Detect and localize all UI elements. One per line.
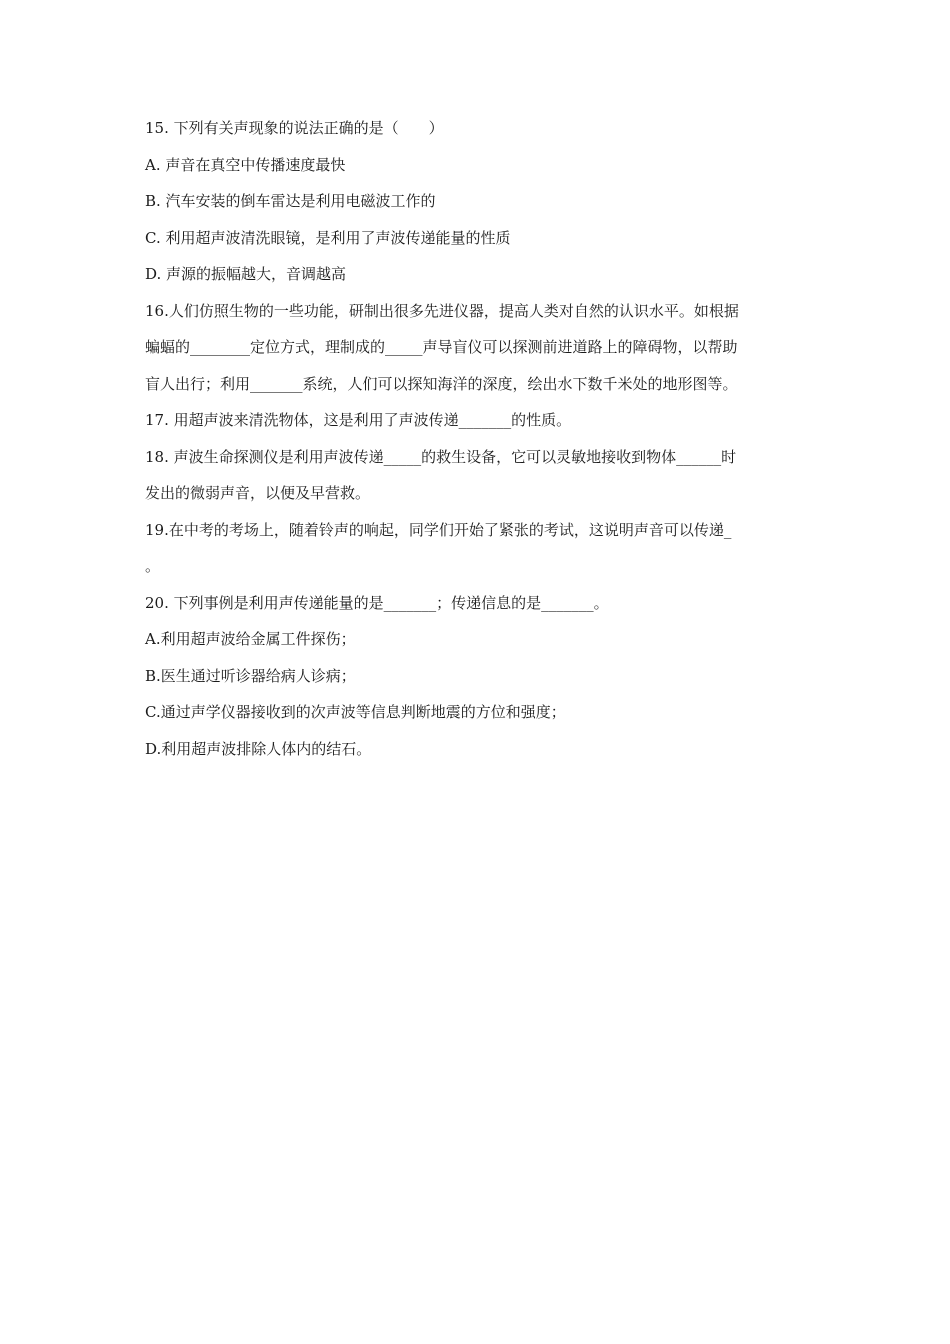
q20-option-c: C.通过声学仪器接收到的次声波等信息判断地震的方位和强度； (145, 703, 566, 721)
q20-option-a: A.利用超声波给金属工件探伤； (145, 630, 356, 648)
q20-stem: 20. 下列事例是利用声传递能量的是_______；传递信息的是_______。 (145, 593, 609, 612)
q19-line-1: 19.在中考的考场上，随着铃声的响起，同学们开始了紧张的考试，这说明声音可以传递_ (145, 520, 732, 539)
q15-option-a: A. 声音在真空中传播速度最快 (145, 155, 346, 174)
q16-line-3: 盲人出行；利用_______系统，人们可以探知海洋的深度，绘出水下数千米处的地形图等。 (145, 374, 738, 393)
q15-option-b: B. 汽车安装的倒车雷达是利用电磁波工作的 (145, 192, 436, 210)
q17-stem: 17. 用超声波来清洗物体，这是利用了声波传递_______的性质。 (145, 411, 572, 429)
q18-line-2: 发出的微弱声音，以便及早营救。 (145, 484, 371, 502)
q15-stem: 15. 下列有关声现象的说法正确的是（ ） (145, 119, 444, 137)
q20-option-b: B.医生通过听诊器给病人诊病； (145, 666, 356, 685)
q15-option-c: C. 利用超声波清洗眼镜，是利用了声波传递能量的性质 (145, 228, 511, 247)
q15-option-d: D. 声源的振幅越大，音调越高 (145, 265, 347, 283)
question-content (145, 116, 810, 773)
q19-line-2: 。 (145, 557, 161, 575)
q16-line-1: 16.人们仿照生物的一些功能，研制出很多先进仪器，提高人类对自然的认识水平。如根据 (145, 301, 739, 320)
q16-line-2: 蝙蝠的________定位方式，理制成的_____声导盲仪可以探测前进道路上的障碍物，以帮助 (145, 338, 738, 356)
q20-option-d: D.利用超声波排除人体内的结石。 (145, 739, 372, 758)
q18-line-1: 18. 声波生命探测仪是利用声波传递_____的救生设备，它可以灵敏地接收到物体______时 (145, 447, 737, 466)
